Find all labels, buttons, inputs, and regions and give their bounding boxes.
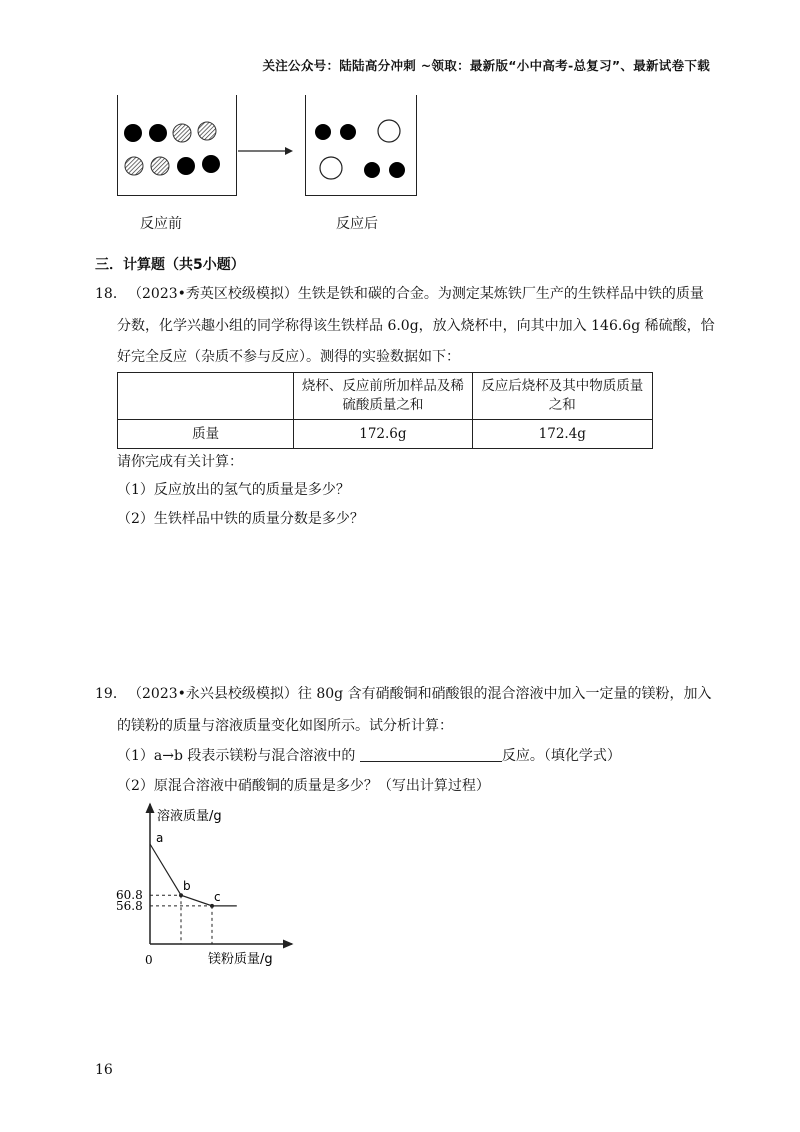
y-tick-label: 60.8 (116, 888, 143, 903)
q18-number: 18． (95, 286, 127, 302)
x-axis-label: 镁粉质量/g (208, 952, 273, 967)
table-row (118, 373, 653, 420)
q18-sub-1: （1）反应放出的氢气的质量是多少？ (117, 482, 350, 498)
q19-sub-1-suffix: 反应。（填化学式） (501, 748, 621, 764)
caption-after: 反应后 (336, 216, 378, 232)
particle-white (320, 157, 342, 179)
q18-line-3: 好完全反应（杂质不参与反应）。测得的实验数据如下： (117, 349, 460, 365)
particle-black (177, 157, 195, 175)
table-header-before-line2: 硫酸质量之和 (342, 397, 424, 413)
q19-number: 19． (95, 686, 127, 702)
section-title: 三．计算题（共5小题） (95, 257, 245, 273)
particle-hatched (198, 122, 216, 140)
particle-black (124, 124, 142, 142)
table-header-after-line1: 反应后烧杯及其中物质质量 (481, 378, 644, 394)
data-point-b (179, 893, 183, 897)
q19-line-1: （2023•永兴县校级模拟）往 80g 含有硝酸铜和硝酸银的混合溶液中加入一定量的镁粉，加入 (128, 686, 712, 702)
point-label-b: b (183, 879, 191, 894)
table-header-after (472, 373, 652, 420)
particle-black (202, 155, 220, 173)
q18-line-1: （2023•秀英区校级模拟）生铁是铁和碳的合金。为测定某炼铁厂生产的生铁样品中铁的质量 (128, 286, 704, 302)
particle-black (315, 124, 331, 140)
table-header-before-line1: 烧杯、反应前所加样品及稀 (301, 378, 464, 394)
q19-sub-1-prefix: （1）a→b 段表示镁粉与混合溶液中的 (117, 748, 360, 764)
point-label-c: c (214, 889, 221, 904)
data-point-c (210, 904, 214, 908)
table-cell-empty (118, 373, 294, 420)
answer-blank[interactable] (360, 747, 478, 762)
right-arrow-icon (238, 147, 293, 155)
q19-sub-2: （2）原混合溶液中硝酸铜的质量是多少？（写出计算过程） (117, 778, 490, 794)
q18-prompt: 请你完成有关计算： (117, 454, 243, 470)
y-axis-label: 溶液质量/g (157, 809, 222, 824)
particle-hatched (173, 124, 191, 142)
particle-black (364, 162, 380, 178)
particle-black (389, 162, 405, 178)
table-value-after: 172.4g (472, 420, 652, 449)
point-label-a: a (156, 831, 164, 845)
table-row-label: 质量 (118, 420, 294, 449)
answer-blank-tail (478, 747, 502, 762)
q18-sub-2: （2）生铁样品中铁的质量分数是多少？ (117, 511, 364, 527)
q19-line-2: 的镁粉的质量与溶液质量变化如图所示。试分析计算： (117, 718, 453, 734)
q18-line-2: 分数，化学兴趣小组的同学称得该生铁样品 6.0g，放入烧杯中，向其中加入 146.6g 稀硫酸，恰 (117, 318, 715, 334)
table-row (118, 420, 653, 449)
table-header-after-line2: 之和 (548, 397, 576, 413)
caption-before: 反应前 (140, 216, 182, 232)
series-line (150, 844, 237, 906)
y-tick-label: 56.8 (116, 898, 143, 913)
header-note: 关注公众号：陆陆高分冲刺 ~领取：最新版“小中高考-总复习”、最新试卷下载 (262, 58, 710, 73)
chart-marks (116, 831, 237, 944)
particle-black (340, 124, 356, 140)
page-number: 16 (95, 1062, 113, 1078)
particle-black (149, 124, 167, 142)
table-header-before (294, 373, 472, 420)
table-value-before: 172.6g (294, 420, 472, 449)
mass-chart (100, 800, 320, 975)
q18-data-table (117, 372, 653, 449)
particles-svg (0, 0, 800, 240)
particle-hatched (151, 157, 169, 175)
particle-white (378, 120, 400, 142)
origin-label: 0 (145, 953, 153, 967)
particle-hatched (125, 157, 143, 175)
q19-sub-1 (117, 746, 621, 766)
